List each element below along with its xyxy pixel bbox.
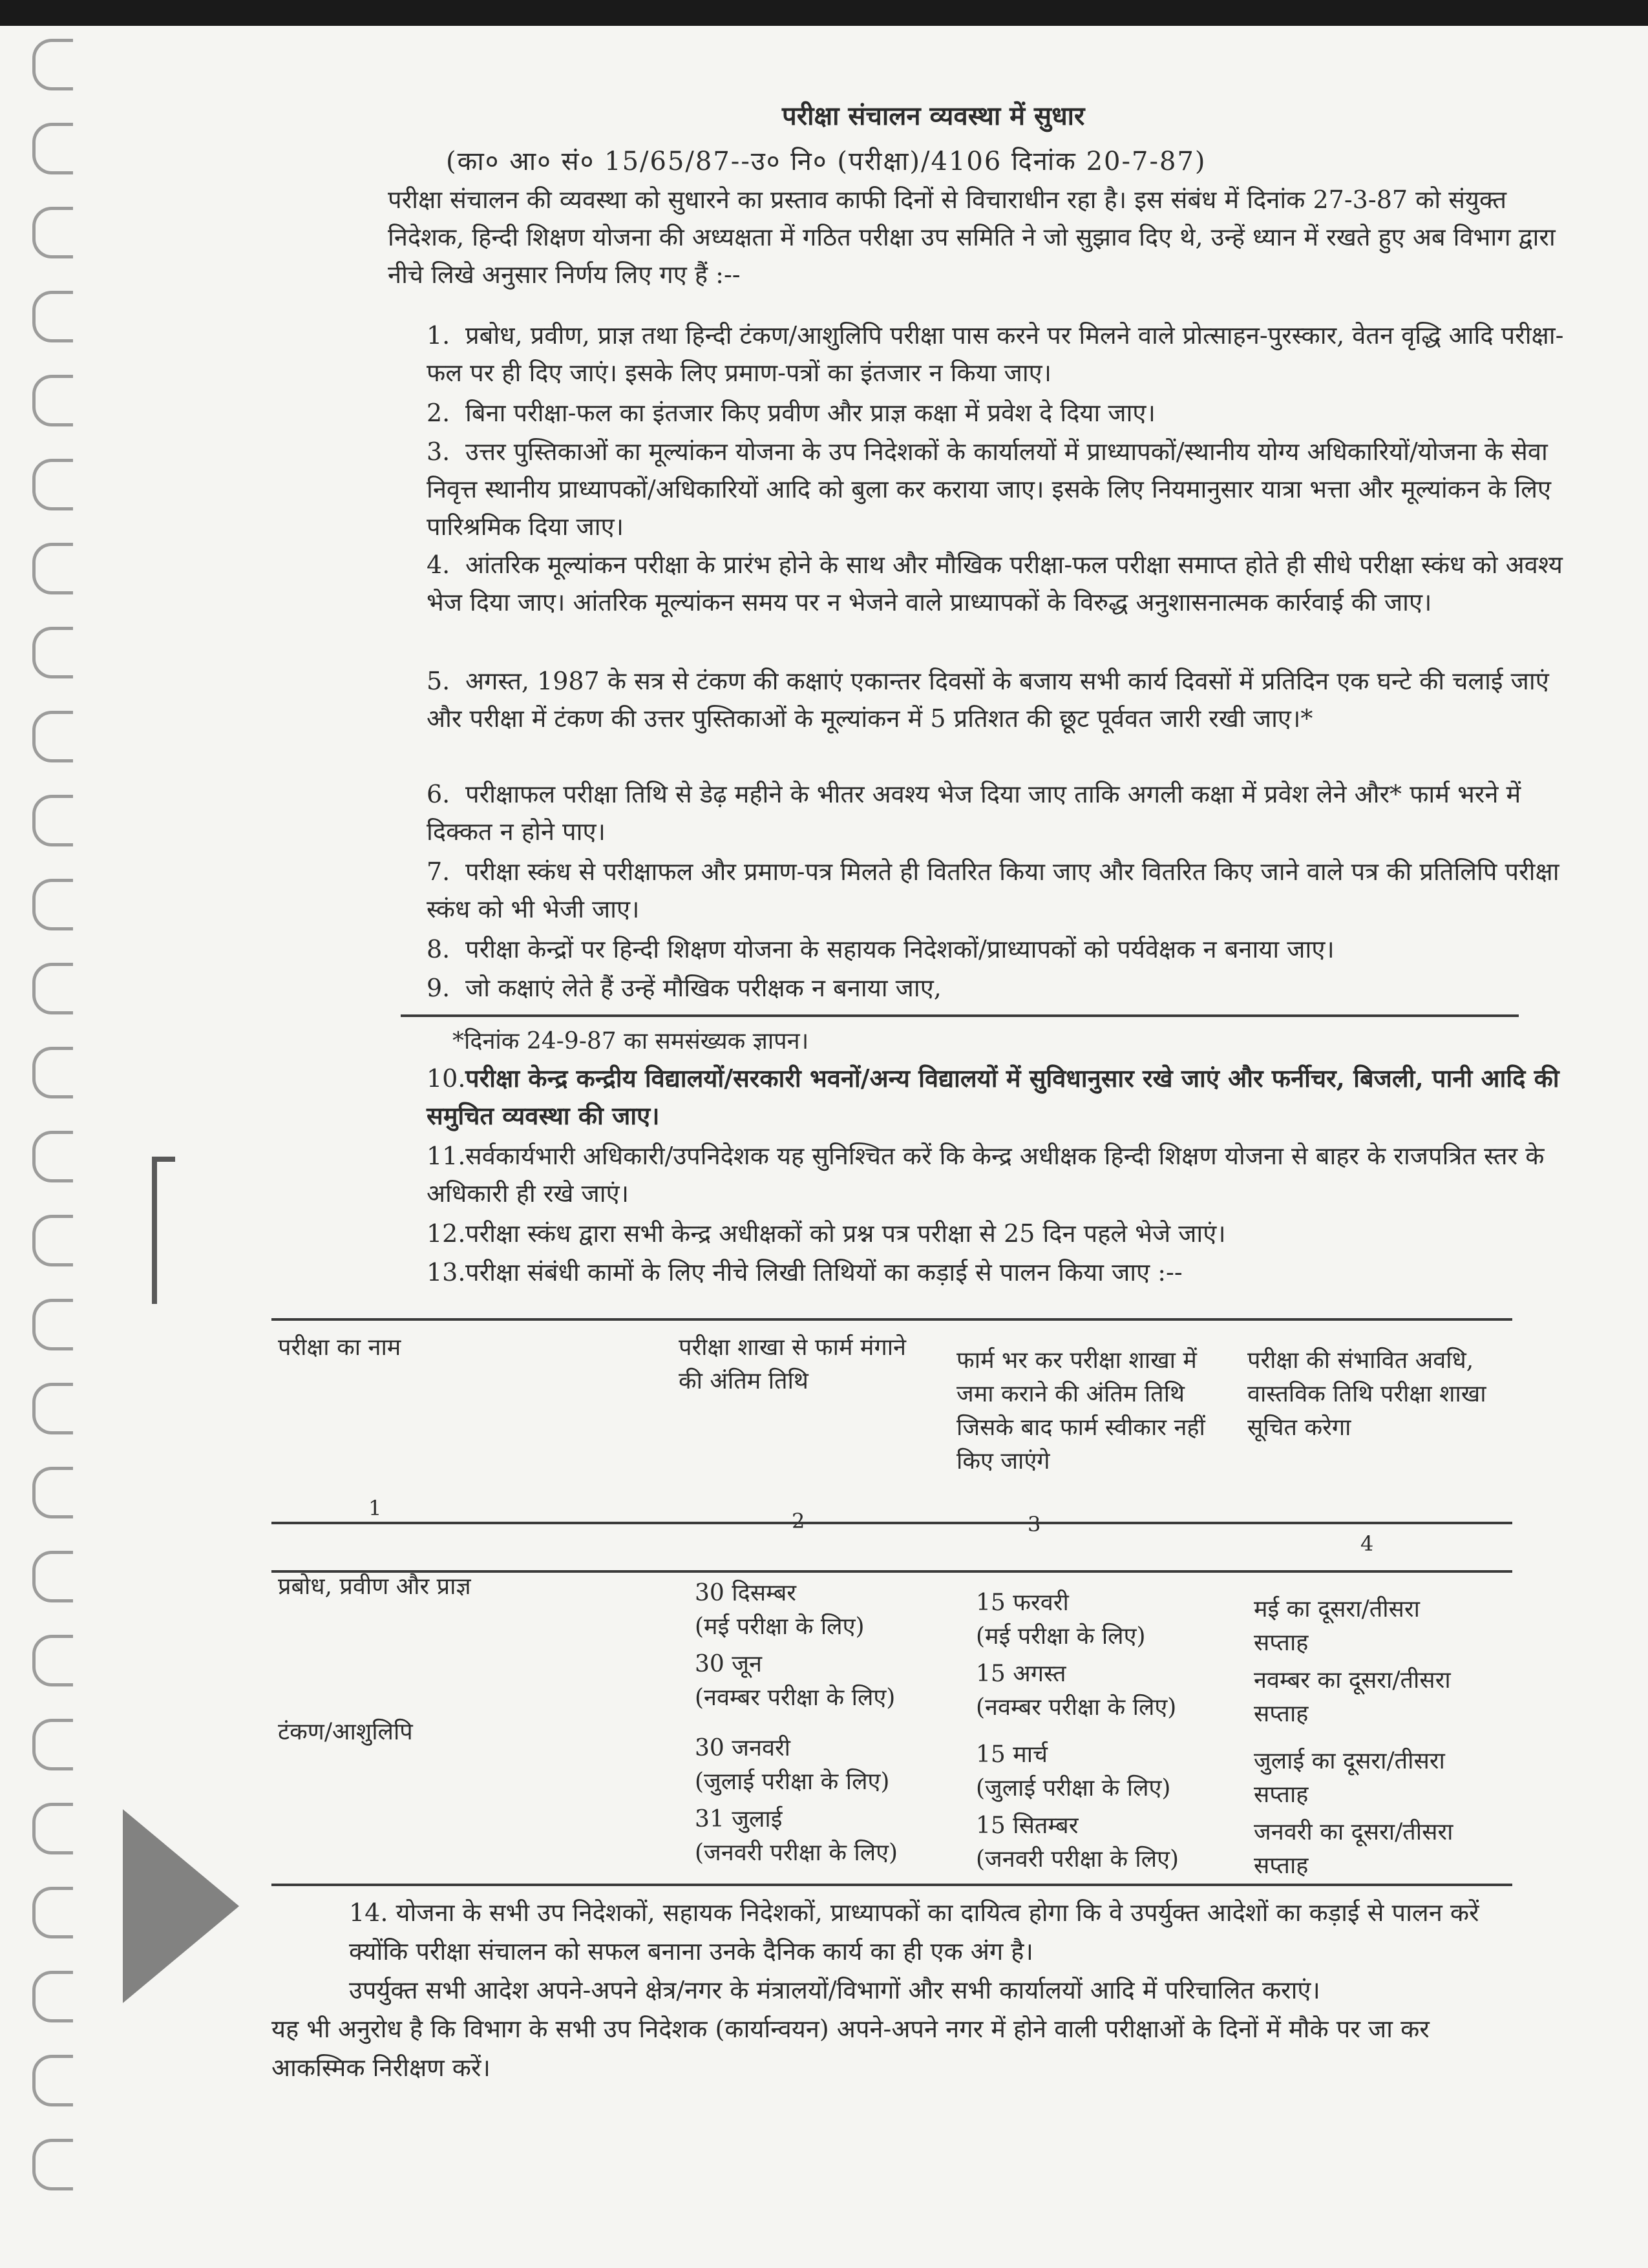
- list-item: 7. परीक्षा स्कंध से परीक्षाफल और प्रमाण-पत्र मिलते ही वितरित किया जाए और वितरित किए जाने वाले पत्र की प्रतिलिपि परीक्षा स्कंध को भी भेजी जाए।: [427, 857, 1559, 923]
- divider: [401, 1014, 1519, 1017]
- table-cell: (जुलाई परीक्षा के लिए): [695, 1769, 890, 1795]
- list-item: 11.सर्वकार्यभारी अधिकारी/उपनिदेशक यह सुनिश्चित करें कि केन्द्र अधीक्षक हिन्दी शिक्षण योजना से बाहर के राजपत्रित स्तर के अधिकारी ही रखे जाएं।: [427, 1142, 1545, 1208]
- table-cell: (मई परीक्षा के लिए): [695, 1613, 865, 1640]
- table-cell: सप्ताह: [1254, 1853, 1309, 1879]
- table-cell: 15 फरवरी: [976, 1590, 1069, 1616]
- list-item: 10.परीक्षा केन्द्र कन्द्रीय विद्यालयों/सरकारी भवनों/अन्य विद्यालयों में सुविधानुसार रखे जाएं और फर्नीचर, बिजली, पानी आदि की समुचित व्यवस्था की जाए।: [427, 1064, 1559, 1130]
- table-header-exam-period: परीक्षा की संभावित अवधि, वास्तविक तिथि परीक्षा शाखा सूचित करेगा: [1247, 1347, 1486, 1441]
- table-cell: (जुलाई परीक्षा के लिए): [976, 1775, 1171, 1801]
- footer-circulation-note: उपर्युक्त सभी आदेश अपने-अपने क्षेत्र/नगर के मंत्रालयों/विभागों और सभी कार्यालयों आदि में परिचालित कराएं।: [349, 1976, 1320, 2004]
- spiral-binding: [19, 26, 97, 2223]
- column-number: 2: [792, 1509, 805, 1533]
- table-bottom-rule: [271, 1884, 1512, 1886]
- table-header-form-submit-date: फार्म भर कर परीक्षा शाखा में जमा कराने की अंतिम तिथि जिसके बाद फार्म स्वीकार नहीं किए जाएंगे: [956, 1347, 1205, 1475]
- list-item: 12.परीक्षा स्कंध द्वारा सभी केन्द्र अधीक्षकों को प्रश्न पत्र परीक्षा से 25 दिन पहले भेजे जाएं।: [427, 1219, 1226, 1248]
- scan-top-edge: [0, 0, 1648, 26]
- margin-bracket-mark: [152, 1157, 175, 1304]
- column-number: 1: [368, 1496, 382, 1520]
- table-cell: सप्ताह: [1254, 1630, 1309, 1656]
- dated-note: *दिनांक 24-9-87 का समसंख्यक ज्ञापन।: [452, 1028, 809, 1055]
- intro-paragraph: परीक्षा संचालन की व्यवस्था को सुधारने का प्रस्ताव काफी दिनों से विचाराधीन रहा है। इस संबंध में दिनांक 27-3-87 को संयुक्त निदेशक, हिन्दी शिक्षण योजना की अध्यक्षता में गठित परीक्षा उप समिति ने जो सुझाव दिए थे, उन्हें ध्यान में रखते हुए अब विभाग द्वारा नीचे लिखे अनुसार निर्णय लिए गए हैं :--: [388, 185, 1556, 289]
- table-cell: 15 सितम्बर: [976, 1812, 1079, 1839]
- table-cell: 15 मार्च: [976, 1741, 1048, 1768]
- table-mid-rule: [271, 1522, 1512, 1524]
- margin-triangle-mark: [123, 1809, 239, 2003]
- table-cell: 30 दिसम्बर: [695, 1580, 797, 1606]
- table-cell-exam-name: टंकण/आशुलिपि: [278, 1719, 413, 1745]
- table-cell: (नवम्बर परीक्षा के लिए): [695, 1685, 896, 1711]
- column-number: 3: [1028, 1512, 1041, 1537]
- table-cell: (जनवरी परीक्षा के लिए): [695, 1840, 898, 1866]
- list-item: 5. अगस्त, 1987 के सत्र से टंकण की कक्षाएं एकान्तर दिवसों के बजाय सभी कार्य दिवसों में प्रतिदिन एक घन्टे की चलाई जाएं और परीक्षा में टंकण की उत्तर पुस्तिकाओं के मूल्यांकन में 5 प्रतिशत की छूट पूर्ववत जारी रखी जाए।*: [427, 667, 1549, 733]
- table-cell: (नवम्बर परीक्षा के लिए): [976, 1694, 1177, 1721]
- reference-line: (का० आ० सं० 15/65/87--उ० नि० (परीक्षा)/4106 दिनांक 20-7-87): [446, 147, 1207, 176]
- table-cell: (मई परीक्षा के लिए): [976, 1623, 1146, 1650]
- list-item: 3. उत्तर पुस्तिकाओं का मूल्यांकन योजना के उप निदेशकों के कार्यालयों में प्राध्यापकों/स्थानीय योग्य अधिकारियों/योजना के सेवा निवृत्त स्थानीय प्राध्यापकों/अधिकारियों आदि को बुला कर कराया जाए। इसके लिए नियमानुसार यात्रा भत्ता और मूल्यांकन के लिए पारिश्रमिक दिया जाए।: [427, 437, 1552, 541]
- table-cell: 30 जून: [695, 1651, 762, 1677]
- table-header-exam-name: परीक्षा का नाम: [278, 1334, 401, 1361]
- column-number: 4: [1360, 1531, 1374, 1556]
- list-item: 6. परीक्षाफल परीक्षा तिथि से डेढ़ महीने के भीतर अवश्य भेज दिया जाए ताकि अगली कक्षा में प्रवेश लेने और* फार्म भरने में दिक्कत न होने पाए।: [427, 780, 1521, 846]
- list-item: 2. बिना परीक्षा-फल का इंतजार किए प्रवीण और प्राज्ञ कक्षा में प्रवेश दे दिया जाए।: [427, 399, 1156, 427]
- list-item: 9. जो कक्षाएं लेते हैं उन्हें मौखिक परीक्षक न बनाया जाए,: [427, 974, 942, 1002]
- footer-inspection-note: यह भी अनुरोध है कि विभाग के सभी उप निदेशक (कार्यान्वयन) अपने-अपने नगर में होने वाली परीक्षाओं के दिनों में मौके पर जा कर आकस्मिक निरीक्षण करें।: [271, 2015, 1430, 2082]
- list-item: 1. प्रबोध, प्रवीण, प्राज्ञ तथा हिन्दी टंकण/आशुलिपि परीक्षा पास करने पर मिलने वाले प्रोत्साहन-पुरस्कार, वेतन वृद्धि आदि परीक्षा-फल पर ही दिए जाएं। इसके लिए प्रमाण-पत्रों का इंतजार न किया जाए।: [427, 321, 1564, 387]
- table-top-rule: [271, 1318, 1512, 1321]
- table-cell: (जनवरी परीक्षा के लिए): [976, 1846, 1179, 1873]
- table-cell: सप्ताह: [1254, 1781, 1309, 1808]
- list-item: 13.परीक्षा संबंधी कामों के लिए नीचे लिखी तिथियों का कड़ाई से पालन किया जाए :--: [427, 1258, 1183, 1286]
- page-title: परीक्षा संचालन व्यवस्था में सुधार: [782, 101, 1085, 131]
- table-cell: मई का दूसरा/तीसरा: [1254, 1596, 1420, 1622]
- table-cell-exam-name: प्रबोध, प्रवीण और प्राज्ञ: [278, 1573, 471, 1600]
- table-cell: नवम्बर का दूसरा/तीसरा: [1254, 1667, 1451, 1694]
- table-cell: 15 अगस्त: [976, 1661, 1066, 1687]
- footer-item-14: 14. योजना के सभी उप निदेशकों, सहायक निदेशकों, प्राध्यापकों का दायित्व होगा कि वे उपर्युक्त आदेशों का कड़ाई से पालन करें क्योंकि परीक्षा संचालन को सफल बनाना उनके दैनिक कार्य का ही एक अंग है।: [349, 1898, 1479, 1966]
- table-cell: 31 जुलाई: [695, 1806, 783, 1832]
- table-cell: जुलाई का दूसरा/तीसरा: [1254, 1748, 1445, 1774]
- table-cell: 30 जनवरी: [695, 1735, 791, 1761]
- list-item: 4. आंतरिक मूल्यांकन परीक्षा के प्रारंभ होने के साथ और मौखिक परीक्षा-फल परीक्षा समाप्त होते ही सीधे परीक्षा स्कंध को अवश्य भेज दिया जाए। आंतरिक मूल्यांकन समय पर न भेजने वाले प्राध्यापकों के विरुद्ध अनुशासनात्मक कार्रवाई की जाए।: [427, 551, 1563, 616]
- list-item: 8. परीक्षा केन्द्रों पर हिन्दी शिक्षण योजना के सहायक निदेशकों/प्राध्यापकों को पर्यवेक्षक न बनाया जाए।: [427, 935, 1335, 963]
- table-cell: जनवरी का दूसरा/तीसरा: [1254, 1819, 1453, 1845]
- table-cell: सप्ताह: [1254, 1701, 1309, 1727]
- table-header-form-request-date: परीक्षा शाखा से फार्म मंगाने की अंतिम तिथि: [679, 1334, 907, 1394]
